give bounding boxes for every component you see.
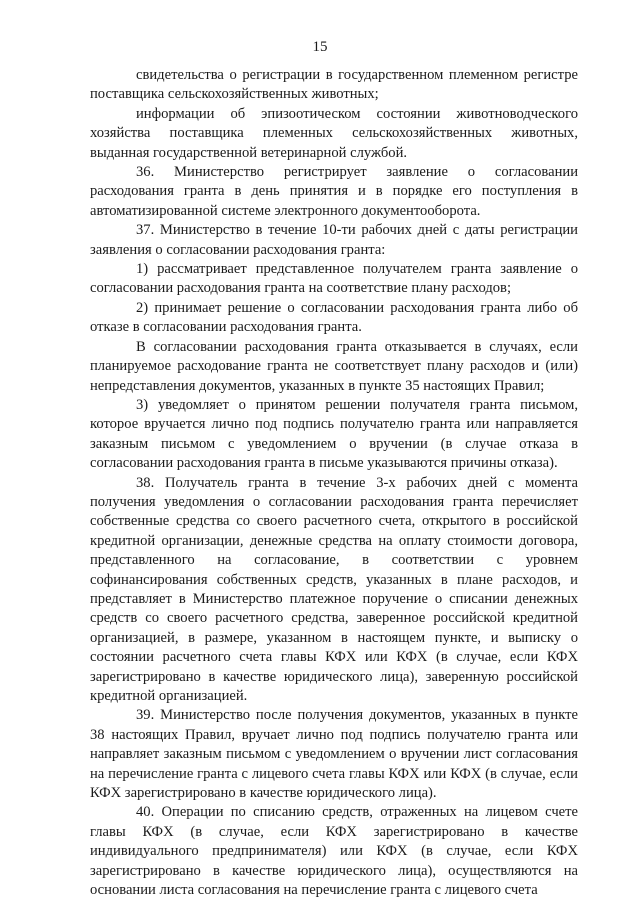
paragraph-epizootic-info: информации об эпизоотическом состоянии животноводческого хозяйства поставщика племенных сельскохозяйственных животных, выданная государственной ветеринарной службой. bbox=[90, 105, 578, 161]
paragraph-refusal-cases: В согласовании расходования гранта отказывается в случаях, если планируемое расходование гранта не соответствует плану расходов и (или) непредставления документов, указанных в пункте 35 настоящих Правил; bbox=[90, 338, 578, 394]
paragraph-37-item-2: 2) принимает решение о согласовании расходования гранта либо об отказе в согласовании расходования гранта. bbox=[90, 299, 578, 336]
page-number: 15 bbox=[312, 39, 328, 55]
document-body bbox=[90, 66, 578, 900]
paragraph-37-item-3: 3) уведомляет о принятом решении получателя гранта письмом, которое вручается лично под подпись получателю гранта или направляется заказным письмом с уведомлением о вручении (в случае отказа в согласовании расходования гранта в письме указываются причины отказа). bbox=[90, 396, 578, 472]
paragraph-39: 39. Министерство после получения документов, указанных в пункте 38 настоящих Правил, вручает лично под подпись получателю гранта или направляет заказным письмом с уведомлением о вручении лист согласования на перечисление гранта с лицевого счета главы КФХ или КФХ (в случае, если КФХ зарегистрировано в качестве юридического лица). bbox=[90, 707, 578, 802]
paragraph-40: 40. Операции по списанию средств, отраженных на лицевом счете главы КФХ (в случае, если КФХ зарегистрировано в качестве индивидуального предпринимателя) или КФХ (в случае, если КФХ зарегистрировано в качестве юридического лица), осуществляются на основании листа согласования на перечисление гранта с лицевого счета bbox=[90, 804, 578, 899]
paragraph-certificate-registration: свидетельства о регистрации в государственном племенном регистре поставщика сельскохозяйственных животных; bbox=[90, 67, 578, 103]
paragraph-37-item-1: 1) рассматривает представленное получателем гранта заявление о согласовании расходования гранта на соответствие плану расходов; bbox=[90, 261, 578, 297]
paragraph-36: 36. Министерство регистрирует заявление о согласовании расходования гранта в день принятия и в порядке его поступления в автоматизированной системе электронного документооборота. bbox=[90, 164, 578, 219]
paragraph-38: 38. Получатель гранта в течение 3-х рабочих дней с момента получения уведомления о согласовании расходования гранта перечисляет собственные средства со своего расчетного счета, открытого в российской кредитной организации, денежные средства на оплату стоимости договора, представленного на согласование, в соответствии с уровнем софинансирования собственных средств, указанных в плане расходов, и представляет в Министерство платежное поручение о списании денежных средств со своего расчетного средства, заверенное российской кредитной организацией, в размере, указанном в настоящем пункте, и выписку о состоянии расчетного счета главы КФХ или КФХ (в случае, если КФХ зарегистрировано в качестве юридического лица), заверенную российской кредитной организацией. bbox=[90, 474, 578, 704]
paragraph-37: 37. Министерство в течение 10-ти рабочих дней с даты регистрации заявления о согласовании расходования гранта: bbox=[90, 222, 578, 258]
